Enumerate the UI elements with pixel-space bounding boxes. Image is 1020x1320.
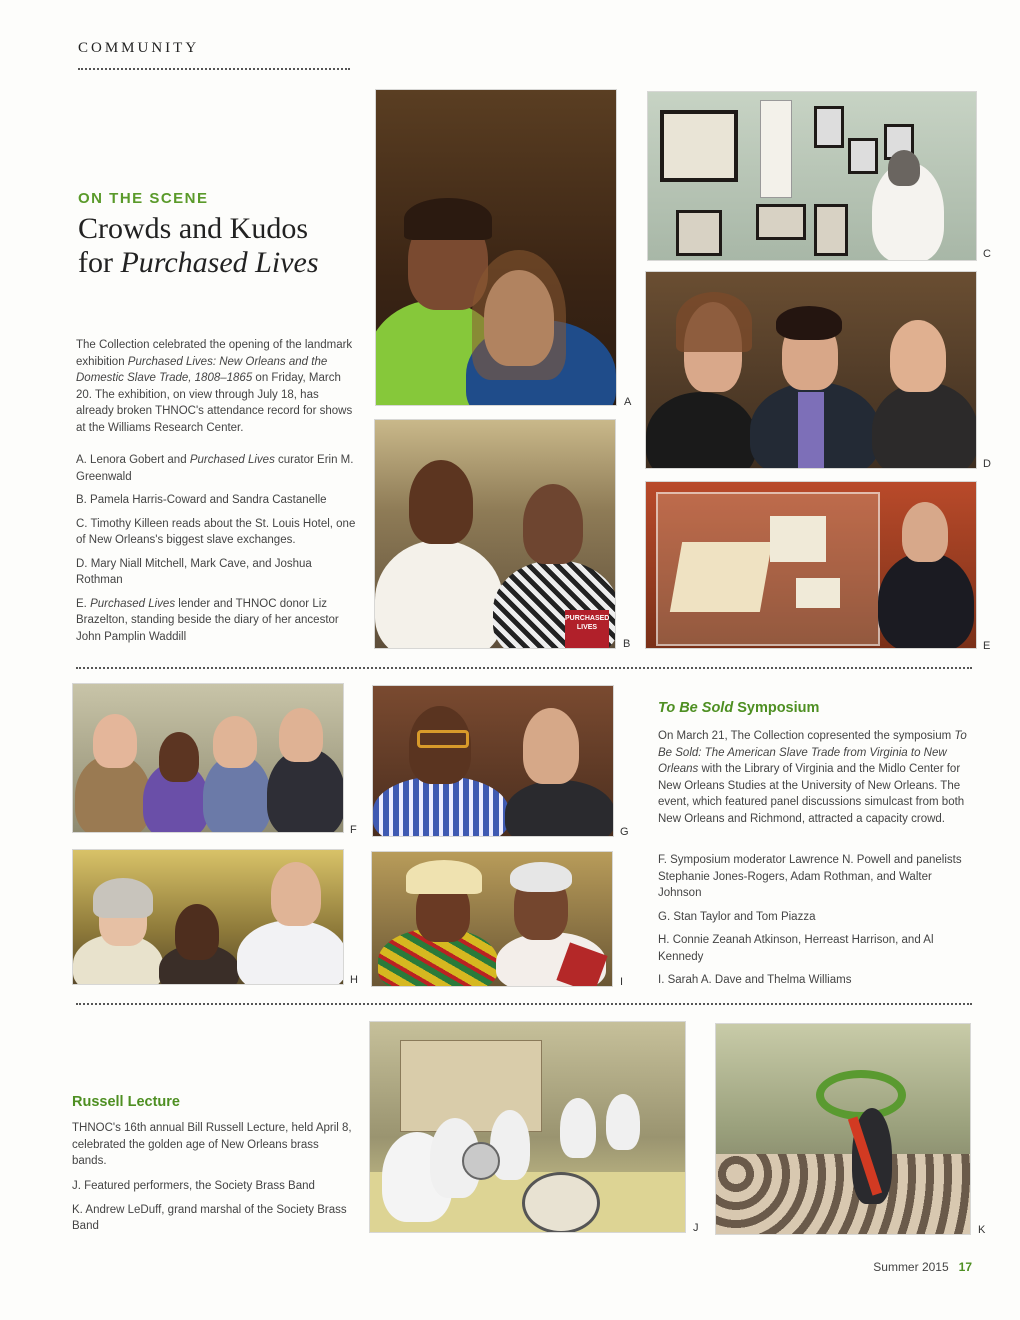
section-label: COMMUNITY bbox=[78, 40, 200, 56]
caption-i: I. Sarah A. Dave and Thelma Williams bbox=[658, 974, 852, 986]
photo-label-e: E bbox=[983, 640, 991, 652]
photo-f bbox=[73, 684, 343, 832]
headline-line-2 bbox=[78, 246, 368, 280]
page-number: 17 bbox=[958, 1260, 972, 1274]
photo-label-b: B bbox=[623, 638, 631, 650]
photo-label-f: F bbox=[350, 824, 357, 836]
issue-label: Summer 2015 bbox=[873, 1260, 949, 1274]
photo-g bbox=[373, 686, 613, 836]
photo-label-c: C bbox=[983, 248, 991, 260]
intro-exhibition-title: Purchased Lives: New Orleans and the Domestic Slave Trade, 1808–1865 bbox=[76, 355, 328, 384]
section-divider bbox=[76, 1003, 972, 1005]
headline-line-1: Crowds and Kudos bbox=[78, 212, 308, 245]
symposium-intro: On March 21, The Collection copresented the symposium To Be Sold: The American Slave Trade from Virginia to New Orleans with the Library of Virginia and the Midlo Center for New Orleans Studies at the University of New Orleans. The event, which featured panel discussions simulcast from both New Orleans and Richmond, attracted a capacity crowd. bbox=[658, 730, 967, 825]
caption-e: E. Purchased Lives lender and THNOC donor Liz Brazelton, standing beside the diary of her ancestor John Pamplin Waddill bbox=[76, 597, 339, 643]
photo-label-i: I bbox=[620, 976, 624, 988]
caption-d: D. Mary Niall Mitchell, Mark Cave, and Joshua Rothman bbox=[76, 557, 312, 586]
symposium-heading: To Be Sold Symposium bbox=[658, 700, 820, 716]
lecture-heading: Russell Lecture bbox=[72, 1094, 180, 1110]
lecture-intro: THNOC's 16th annual Bill Russell Lecture, held April 8, celebrated the golden age of New Orleans brass bands. bbox=[72, 1122, 352, 1167]
page-footer bbox=[873, 1260, 972, 1274]
photo-a bbox=[376, 90, 616, 405]
photo-label-a: A bbox=[624, 396, 632, 408]
feature-intro bbox=[76, 337, 358, 436]
caption-c: C. Timothy Killeen reads about the St. Louis Hotel, one of New Orleans's biggest slave exchanges. bbox=[76, 517, 356, 546]
photo-label-g: G bbox=[620, 826, 629, 838]
symposium-captions bbox=[658, 852, 974, 996]
purchased-lives-sign: PURCHASED LIVES bbox=[565, 610, 609, 648]
section-divider bbox=[76, 667, 972, 669]
photo-label-k: K bbox=[978, 1224, 986, 1236]
section-divider bbox=[78, 68, 350, 70]
photo-i bbox=[372, 852, 612, 986]
caption-h: H. Connie Zeanah Atkinson, Herreast Harrison, and Al Kennedy bbox=[658, 934, 934, 963]
intro-part: The Collection celebrated the opening of the landmark exhibition bbox=[76, 339, 353, 368]
photo-label-h: H bbox=[350, 974, 358, 986]
lecture-captions bbox=[72, 1178, 352, 1242]
photo-b bbox=[375, 420, 615, 648]
photo-label-j: J bbox=[693, 1222, 699, 1234]
headline-prefix: for bbox=[78, 246, 121, 279]
caption-j: J. Featured performers, the Society Brass Band bbox=[72, 1180, 315, 1192]
photo-e bbox=[646, 482, 976, 648]
photo-j bbox=[370, 1022, 685, 1232]
photo-label-d: D bbox=[983, 458, 991, 470]
caption-k: K. Andrew LeDuff, grand marshal of the Society Brass Band bbox=[72, 1203, 347, 1232]
intro-part: on Friday, March 20. The exhibition, on view through July 18, has already broken THNOC's attendance record for shows at the Williams Research Center. bbox=[76, 372, 353, 434]
caption-f: F. Symposium moderator Lawrence N. Powell and panelists Stephanie Jones-Rogers, Adam Rothman, and Walter Johnson bbox=[658, 854, 962, 899]
eyebrow: ON THE SCENE bbox=[78, 190, 209, 207]
headline bbox=[78, 212, 368, 280]
photo-k bbox=[716, 1024, 970, 1234]
caption-g: G. Stan Taylor and Tom Piazza bbox=[658, 910, 816, 923]
photo-d bbox=[646, 272, 976, 468]
caption-b: B. Pamela Harris-Coward and Sandra Castanelle bbox=[76, 494, 327, 506]
feature-captions bbox=[76, 452, 358, 652]
photo-h bbox=[73, 850, 343, 984]
headline-emphasis: Purchased Lives bbox=[120, 246, 319, 279]
caption-a: A. Lenora Gobert and Purchased Lives curator Erin M. Greenwald bbox=[76, 454, 354, 483]
photo-c bbox=[648, 92, 976, 260]
